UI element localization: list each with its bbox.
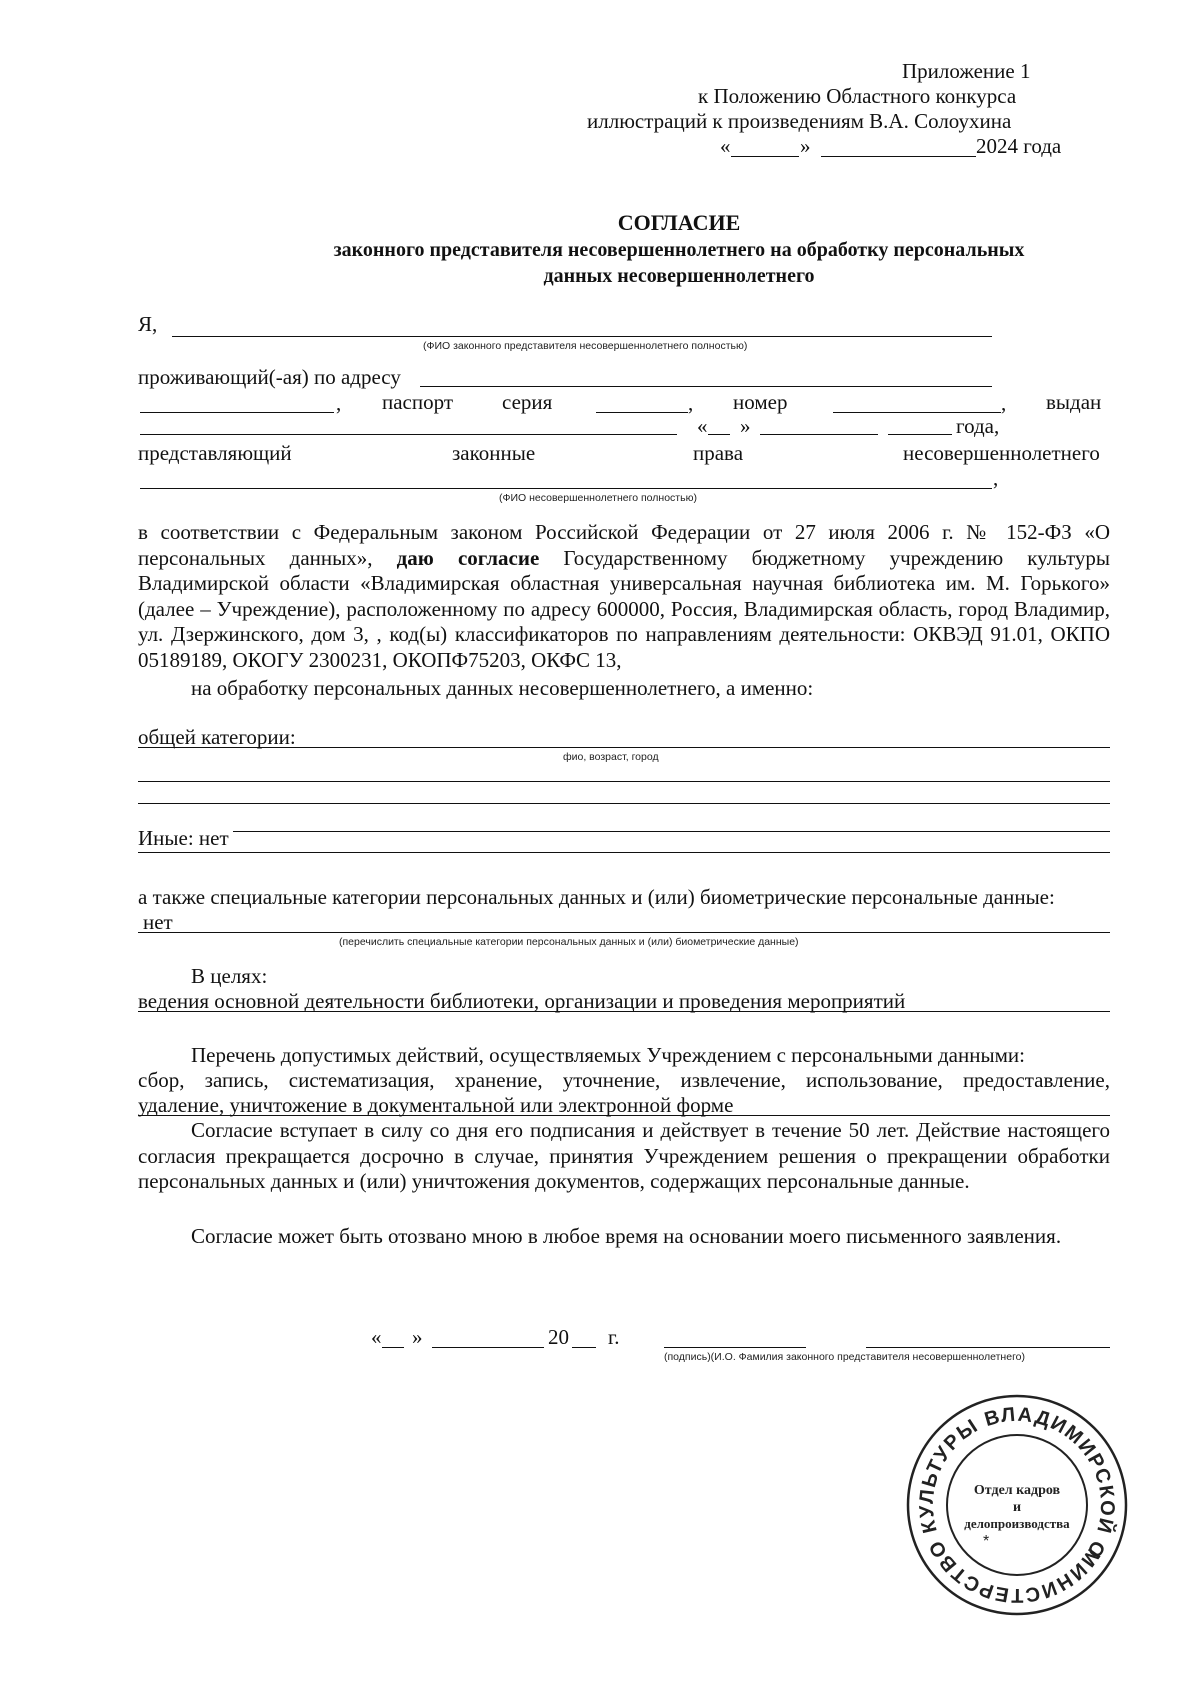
series-label: серия	[502, 390, 553, 414]
appendix-reference: к Положению Областного конкурса	[698, 84, 1017, 108]
year-label: года,	[956, 414, 1000, 438]
issued-by-line	[140, 434, 677, 435]
address-line	[420, 386, 992, 387]
appendix-number: Приложение 1	[902, 59, 1031, 83]
signature-caption: (подпись)(И.О. Фамилия законного представителя несовершеннолетнего)	[664, 1351, 1025, 1363]
header-month-line	[821, 156, 976, 157]
comma-1: ,	[336, 391, 342, 415]
goals-label: В целях:	[191, 964, 268, 988]
actions-line	[138, 1115, 1110, 1116]
document-subtitle-line2: данных несовершеннолетнего	[543, 265, 815, 287]
minor-label: несовершеннолетнего	[903, 441, 1100, 465]
number-label: номер	[733, 390, 788, 414]
comma-4: ,	[993, 466, 999, 490]
goals-value: ведения основной деятельности библиотеки, организации и проведения мероприятий	[138, 989, 906, 1013]
sign-date-close: »	[412, 1325, 423, 1349]
general-category-line-3	[138, 803, 1110, 804]
issue-date-open: «	[697, 414, 708, 438]
actions-line-2: удаление, уничтожение в документальной или электронной форме	[138, 1093, 734, 1117]
other-data-line	[138, 852, 1110, 853]
sign-day-line	[382, 1347, 404, 1348]
special-categories-label: а также специальные категории персональных данных и (или) биометрические персональные данные:	[138, 885, 1055, 909]
represent-label: представляющий	[138, 441, 292, 465]
issue-day-line	[708, 434, 730, 435]
document-title: СОГЛАСИЕ	[617, 210, 741, 235]
general-category-caption: фио, возраст, город	[563, 751, 659, 763]
minor-name-caption: (ФИО несовершеннолетнего полностью)	[499, 492, 697, 504]
sign-month-line	[432, 1347, 544, 1348]
actions-line-1: сбор, запись, систематизация, хранение, уточнение, извлечение, использование, предоставление,	[138, 1068, 1110, 1092]
header-year: 2024 года	[976, 134, 1062, 158]
passport-label: паспорт	[382, 390, 454, 414]
processing-intro: на обработку персональных данных несовершеннолетнего, а именно:	[191, 676, 814, 700]
header-day-line	[731, 156, 799, 157]
address-label: проживающий(-ая) по адресу	[138, 365, 401, 389]
other-data: Иные: нет	[138, 826, 233, 851]
document-subtitle-line1: законного представителя несовершеннолетнего на обработку персональных	[333, 239, 1025, 261]
comma-3: ,	[1001, 391, 1007, 415]
number-line	[833, 412, 1001, 413]
stamp-ring-text: МИНИСТЕРСТВО КУЛЬТУРЫ ВЛАДИМИРСКОЙ О	[915, 1403, 1119, 1607]
general-category-line-2	[138, 781, 1110, 782]
general-category-label: общей категории:	[138, 725, 296, 749]
actions-label: Перечень допустимых действий, осуществляемых Учреждением с персональными данными:	[191, 1043, 1025, 1067]
consent-text-a: в соответствии с Федеральным законом Российской Федерации от 27 июля 2006 г. № 152-ФЗ «О персональных данных»,	[138, 520, 1110, 570]
stamp-star: *	[983, 1533, 990, 1550]
stamp-dept-line1: Отдел кадров	[973, 1483, 1061, 1498]
series-line	[596, 412, 688, 413]
special-categories-value: нет	[143, 910, 173, 934]
address-line-2	[140, 412, 334, 413]
validity-paragraph: Согласие вступает в силу со дня его подписания и действует в течение 50 лет. Действие настоящего согласия прекращается досрочно в случае, принятия Учреждением решения о прекращении обработки персональных данных и (или) уничтожения документов, содержащих персональные данные.	[138, 1118, 1110, 1193]
representative-name-line	[172, 336, 992, 337]
general-category-line-4	[138, 831, 1110, 832]
special-categories-caption: (перечислить специальные категории персональных данных и (или) биометрические данные)	[339, 936, 799, 948]
legal-label: законные	[452, 441, 536, 465]
stamp-dept-line3: делопроизводства	[964, 1516, 1070, 1531]
comma-2: ,	[688, 391, 694, 415]
sign-year-suffix: г.	[608, 1325, 620, 1349]
goals-line	[138, 1011, 1110, 1012]
consent-text-b: Государственному бюджетному учреждению культуры Владимирской области «Владимирская областная универсальная научная библиотека им. М. Горького» (далее – Учреждение), расположенному по адресу 600000, Россия, Владимирская область, город Владимир, ул. Дзержинского, дом 3, , код(ы) классификаторов по направлениям деятельности: ОКВЭД 91.01, ОКПО 05189189, ОКОГУ 2300231, ОКОПФ75203, ОКФС 13,	[138, 545, 1111, 672]
special-categories-line	[138, 932, 1110, 933]
minor-name-line	[140, 488, 992, 489]
consent-paragraph	[138, 520, 1110, 673]
general-category-line	[138, 747, 1110, 748]
signature-line	[664, 1347, 806, 1348]
representative-name-caption: (ФИО законного представителя несовершеннолетнего полностью)	[423, 340, 748, 352]
signer-name-line	[866, 1347, 1110, 1348]
sign-date-open: «	[371, 1325, 382, 1349]
sign-year-line	[572, 1347, 596, 1348]
issue-year-line	[888, 434, 952, 435]
header-date-close: »	[800, 134, 811, 158]
ya-label: Я,	[138, 312, 158, 336]
issue-date-close: »	[740, 414, 751, 438]
rights-label: права	[693, 441, 744, 465]
official-stamp	[902, 1390, 1132, 1620]
issued-label: выдан	[1046, 390, 1102, 414]
stamp-graphic	[902, 1390, 1132, 1620]
appendix-contest: иллюстраций к произведениям В.А. Солоухина	[587, 109, 1012, 133]
header-date-open: «	[720, 134, 731, 158]
revoke-paragraph: Согласие может быть отозвано мною в любое время на основании моего письменного заявления.	[191, 1224, 1062, 1248]
consent-bold: даю согласие	[396, 545, 540, 570]
sign-year-prefix: 20	[548, 1325, 569, 1349]
issue-month-line	[760, 434, 878, 435]
stamp-dept-line2: и	[1012, 1500, 1022, 1515]
